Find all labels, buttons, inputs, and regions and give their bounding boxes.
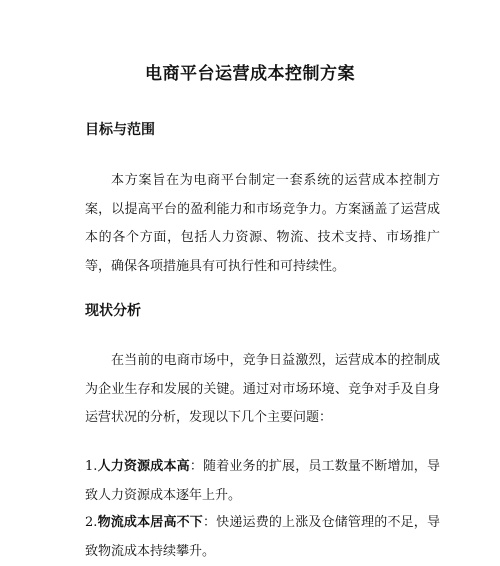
list-item-logistics-cost bbox=[85, 509, 440, 566]
list-item-label: 物流成本居高不下 bbox=[97, 515, 203, 530]
section-heading-current-analysis: 现状分析 bbox=[85, 303, 141, 319]
section-paragraph-current-analysis: 在当前的电商市场中，竞争日益激烈，运营成本的控制成为企业生存和发展的关键。通过对市场环境、竞争对手及自身运营状况的分析，发现以下几个主要问题： bbox=[85, 353, 440, 425]
list-item-number: 1. bbox=[85, 459, 98, 474]
section-paragraph-goals-scope: 本方案旨在为电商平台制定一套系统的运营成本控制方案，以提高平台的盈利能力和市场竞争力。方案涵盖了运营成本的各个方面，包括人力资源、物流、技术支持、市场推广等，确保各项措施具有可执行性和可持续性。 bbox=[85, 173, 440, 274]
list-item-hr-cost bbox=[85, 453, 440, 510]
section-heading-goals-scope: 目标与范围 bbox=[85, 122, 155, 138]
list-item-label: 人力资源成本高 bbox=[97, 459, 190, 474]
list-item-text: ：随着业务的扩展，员工数量不断增加，导致人力资源成本逐年上升。 bbox=[85, 459, 440, 503]
document-title: 电商平台运营成本控制方案 bbox=[145, 64, 355, 84]
list-item-text: ：快递运费的上涨及仓储管理的不足，导致物流成本持续攀升。 bbox=[85, 515, 440, 559]
list-item-number: 2. bbox=[85, 515, 98, 530]
